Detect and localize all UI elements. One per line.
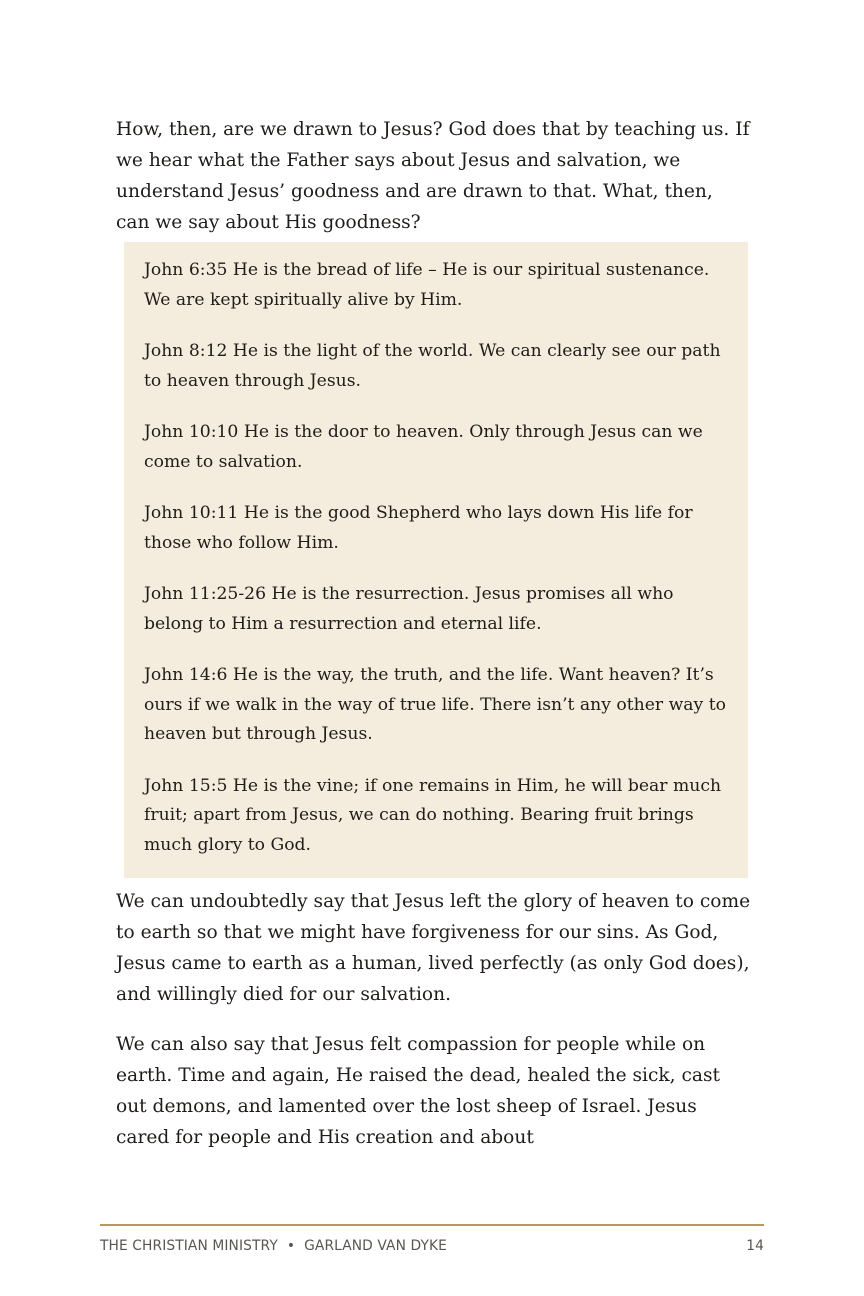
scripture-item: John 6:35 He is the bread of life – He is our spiritual sustenance. We are kept spiritually alive by Him. — [144, 260, 710, 310]
scripture-item: John 11:25-26 He is the resurrection. Jesus promises all who belong to Him a resurrection and eternal life. — [144, 584, 674, 634]
body-paragraph: How, then, are we drawn to Jesus? God does that by teaching us. If we hear what the Father says about Jesus and salvation, we understand Jesus’ goodness and are drawn to that. What, then, can we say about His goodness? — [116, 119, 750, 233]
scripture-item: John 14:6 He is the way, the truth, and the life. Want heaven? It’s ours if we walk in the way of true life. There isn’t any other way to heaven but through Jesus. — [144, 665, 726, 744]
page-number: 14 — [746, 1238, 764, 1254]
scripture-item: John 10:11 He is the good Shepherd who lays down His life for those who follow Him. — [144, 503, 693, 553]
scripture-item: John 15:5 He is the vine; if one remains in Him, he will bear much fruit; apart from Jesus, we can do nothing. Bearing fruit brings much glory to God. — [144, 775, 722, 855]
page-body — [116, 114, 752, 1153]
body-paragraph: We can also say that Jesus felt compassion for people while on earth. Time and again, He raised the dead, healed the sick, cast out demons, and lamented over the lost sheep of Israel. Jesus cared for people and His creation and about — [116, 1034, 721, 1148]
running-footer — [100, 1238, 447, 1254]
scripture-item: John 8:12 He is the light of the world. We can clearly see our path to heaven through Jesus. — [144, 341, 721, 391]
page-footer — [100, 1238, 764, 1254]
book-title: THE CHRISTIAN MINISTRY — [100, 1238, 278, 1254]
author-name: GARLAND VAN DYKE — [304, 1238, 447, 1254]
footer-divider — [100, 1224, 764, 1226]
footer-separator: • — [286, 1238, 296, 1254]
scripture-item: John 10:10 He is the door to heaven. Only through Jesus can we come to salvation. — [144, 422, 703, 472]
scripture-callout-box — [124, 242, 748, 878]
body-paragraph: We can undoubtedly say that Jesus left the glory of heaven to come to earth so that we might have forgiveness for our sins. As God, Jesus came to earth as a human, lived perfectly (as only God does), and willingly died for our salvation. — [116, 891, 751, 1005]
